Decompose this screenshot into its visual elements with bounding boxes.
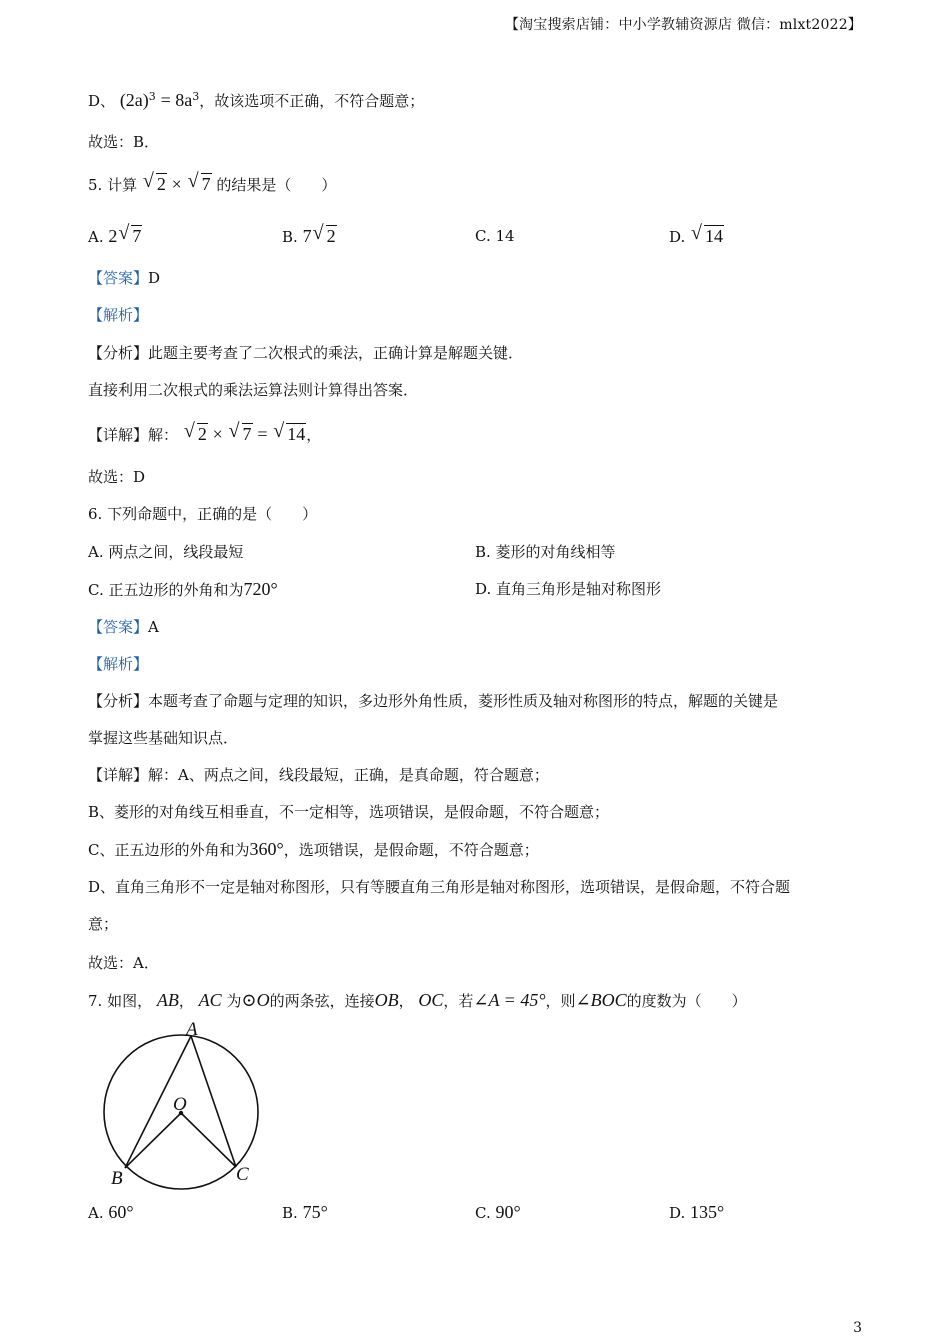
q7-figure-label-c: C (236, 1164, 249, 1185)
q5-stem-sqrt-2: √ 7 (189, 173, 212, 195)
q7-stem-pre: 7. 如图， (88, 992, 153, 1010)
q6-answer-tag: 【答案】 (88, 618, 149, 636)
q7-angle-a: ∠A = 45° (473, 990, 546, 1010)
q5-method: 直接利用二次根式的乘法运算法则计算得出答案． (88, 381, 419, 399)
q4-d-formula-eq: = 8a (160, 90, 193, 110)
q5-detail-prefix: 解： (148, 426, 179, 444)
q6-detail-a (88, 764, 549, 786)
q7-option-c-value: 90° (495, 1202, 521, 1222)
q4-d-prefix: D、 (88, 92, 116, 110)
q6-fenxi-line-1 (88, 690, 778, 712)
q6-detail-c-post: ，选项错误，是假命题，不符合题意； (283, 841, 539, 859)
q7-option-a-value: 60° (108, 1202, 134, 1222)
q7-option-d (669, 1200, 724, 1225)
q5-detail-sqrt-3: √ 14 (274, 423, 306, 445)
q5-detail-tag: 【详解】 (88, 426, 149, 444)
q5-option-b-sqrt: √ 2 (314, 224, 337, 248)
q4-d-exp2: 3 (192, 90, 200, 103)
q5-answer (88, 267, 160, 289)
q5-option-b (282, 224, 337, 249)
q7-option-d-label: D. (669, 1204, 686, 1222)
q7-chord-ab: AB (156, 990, 179, 1010)
q7-option-b-value: 75° (302, 1202, 328, 1222)
q5-detail-sqrt-1: √ 2 (185, 423, 208, 445)
q5-option-d-label: D. (669, 228, 686, 246)
q7-option-c-label: C. (475, 1204, 491, 1222)
q7-figure-label-b: B (111, 1168, 123, 1189)
page-number: 3 (853, 1320, 862, 1336)
q5-option-a-coef: 2 (108, 226, 118, 246)
q7-option-c (475, 1200, 521, 1225)
q5-option-d (669, 224, 724, 249)
q5-option-a-sqrt: √ 7 (119, 224, 142, 248)
q5-answer-value: D (148, 269, 161, 287)
q7-stem-suffix: 的度数为（ ） (626, 992, 747, 1010)
q7-chord-ac: AC (198, 990, 222, 1010)
q6-option-c-text: C. 正五边形的外角和为 (88, 581, 244, 599)
q4-d-exp: 3 (148, 90, 156, 103)
q4-option-d-explanation (88, 86, 424, 112)
q5-answer-tag: 【答案】 (88, 269, 149, 287)
q5-detail-suffix: ， (306, 426, 322, 444)
q5-fenxi-tag: 【分析】 (88, 344, 149, 362)
q6-option-a: A. 两点之间，线段最短 (88, 543, 244, 561)
q6-answer-value: A (148, 618, 159, 636)
q6-detail-c (88, 838, 539, 861)
q5-stem (88, 173, 336, 196)
q6-detail-tag: 【详解】 (88, 766, 149, 784)
q5-option-c-value: 14 (495, 227, 515, 245)
q6-option-c-value: 720° (243, 579, 278, 599)
q5-stem-prefix: 5. 计算 (88, 176, 138, 194)
q6-option-d: D. 直角三角形是轴对称图形 (475, 580, 662, 598)
q7-comma-2: ， (398, 992, 414, 1010)
q6-detail-c-value: 360° (249, 839, 284, 859)
q6-detail-b: B、菱形的对角线互相垂直，不一定相等，选项错误，是假命题，不符合题意； (88, 803, 610, 821)
q6-detail-c-pre: C、正五边形的外角和为 (88, 841, 250, 859)
q6-conclusion: 故选：A． (88, 954, 159, 972)
q5-stem-sqrt-1: √ 2 (144, 173, 167, 195)
q5-analysis-tag: 【解析】 (88, 306, 149, 324)
q5-option-d-sqrt: √ 14 (692, 224, 724, 248)
q6-fenxi-tag: 【分析】 (88, 692, 149, 710)
q6-detail-a-text: 解：A、两点之间，线段最短，正确，是真命题，符合题意； (148, 766, 549, 784)
q7-text-mid-1: 为 (226, 992, 242, 1010)
q7-comma-1: ， (178, 992, 194, 1010)
q7-option-b-label: B. (282, 1204, 298, 1222)
q5-fenxi (88, 342, 523, 364)
q6-stem: 6. 下列命题中，正确的是（ ） (88, 505, 318, 523)
q7-option-a (88, 1200, 134, 1225)
q7-text-mid-2: 的两条弦，连接 (269, 992, 375, 1010)
q5-detail-sqrt-2: √ 7 (230, 423, 253, 445)
q5-option-a-label: A. (88, 228, 104, 246)
q5-detail-times: × (212, 424, 223, 444)
q5-detail (88, 423, 321, 446)
q7-option-d-value: 135° (690, 1202, 725, 1222)
q5-detail-eq: = (257, 424, 268, 444)
q7-stem (88, 989, 747, 1012)
q7-figure-chord-ac (191, 1036, 236, 1167)
q7-text-mid-4: ，则 (545, 992, 576, 1010)
q7-figure-label-o: O (173, 1094, 187, 1115)
q7-figure-radius-oc (181, 1113, 236, 1167)
q7-segment-oc: OC (418, 990, 444, 1010)
q5-option-a (88, 224, 142, 249)
q4-conclusion: 故选：B． (88, 133, 160, 151)
q7-text-mid-3: ，若 (443, 992, 474, 1010)
q6-option-b: B. 菱形的对角线相等 (475, 543, 616, 561)
q5-stem-times: × (171, 174, 182, 194)
q5-conclusion: 故选：D (88, 468, 146, 486)
q4-d-text: ，故该选项不正确，不符合题意； (199, 92, 425, 110)
q6-fenxi-text-1: 本题考查了命题与定理的知识，多边形外角性质，菱形性质及轴对称图形的特点，解题的关键是 (148, 692, 779, 710)
q6-analysis-tag: 【解析】 (88, 655, 149, 673)
q7-figure (95, 1018, 275, 1193)
q5-option-c-label: C. (475, 227, 491, 245)
q7-circle-o: ⊙O (241, 990, 270, 1010)
q6-option-c (88, 577, 278, 602)
q7-segment-ob: OB (374, 990, 399, 1010)
q7-figure-radius-ob (125, 1113, 181, 1168)
q6-detail-d-line-1: D、直角三角形不一定是轴对称图形，只有等腰直角三角形是轴对称图形，选项错误，是假命题，不符合题 (88, 878, 791, 896)
page-header: 【淘宝搜索店铺：中小学教辅资源店 微信：mlxt2022】 (504, 17, 862, 33)
q5-option-b-coef: 7 (302, 226, 312, 246)
q6-detail-d-line-2: 意； (88, 915, 119, 933)
q7-option-a-label: A. (88, 1204, 104, 1222)
q7-angle-boc: ∠BOC (575, 990, 627, 1010)
q7-option-b (282, 1200, 328, 1225)
q5-option-c (475, 224, 515, 248)
q5-fenxi-text: 此题主要考查了二次根式的乘法，正确计算是解题关键． (148, 344, 524, 362)
q4-d-formula-lhs: (2a) (119, 90, 149, 110)
q5-stem-suffix: 的结果是（ ） (216, 176, 337, 194)
q6-fenxi-line-2: 掌握这些基础知识点． (88, 729, 239, 747)
q5-option-b-label: B. (282, 228, 298, 246)
q7-figure-label-a: A (186, 1019, 198, 1040)
q6-answer (88, 616, 159, 638)
